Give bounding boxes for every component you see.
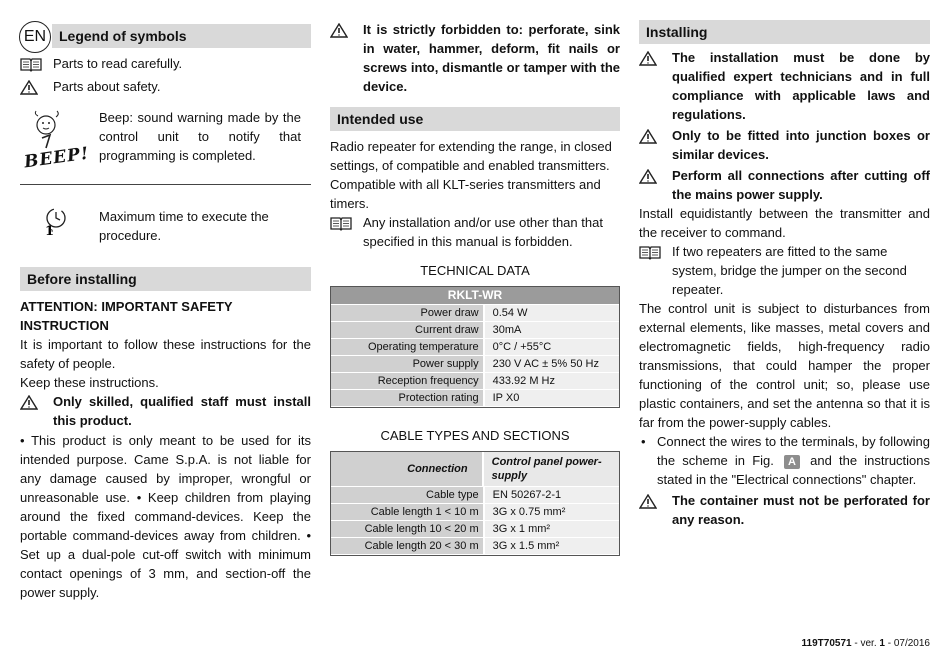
cable-row-label: Cable length 10 < 20 m <box>331 521 484 538</box>
connect-bullet-text <box>657 432 930 489</box>
cable-row <box>331 504 619 521</box>
warning-icon <box>639 166 672 184</box>
tech-row-label: Power supply <box>331 356 484 373</box>
warning-icon <box>20 392 53 410</box>
cable-row-value: 3G x 1 mm² <box>484 521 619 538</box>
cable-row-value: 3G x 0.75 mm² <box>484 504 619 521</box>
warning-icon <box>330 20 363 38</box>
column-3 <box>639 0 930 529</box>
warn3-row <box>639 166 930 204</box>
read1-row <box>639 242 930 299</box>
figure-a-badge: A <box>784 455 800 469</box>
intended-p1: Radio repeater for extending the range, in closed settings, of compatible and enabled transmitters. <box>330 139 612 173</box>
cable-types-title: CABLE TYPES AND SECTIONS <box>380 428 570 443</box>
installing-heading: Installing <box>639 20 930 44</box>
footer <box>802 638 930 649</box>
warn4-row <box>639 491 930 529</box>
warning-icon <box>639 491 672 509</box>
cable-row-value: 3G x 1.5 mm² <box>484 538 619 555</box>
legend-read-row <box>20 54 311 73</box>
warning-icon <box>20 77 53 95</box>
cable-row-label: Cable length 20 < 30 m <box>331 538 484 555</box>
warn-forbidden-row <box>330 20 620 96</box>
legend-heading: Legend of symbols <box>52 24 311 48</box>
tech-row-label: Protection rating <box>331 390 484 407</box>
install-paragraph: Install equidistantly between the transmitter and the receiver to command. <box>639 206 930 240</box>
tech-row-label: Current draw <box>331 322 484 339</box>
attention-text: ATTENTION: IMPORTANT SAFETY INSTRUCTION <box>20 299 233 333</box>
intended-p2: Compatible with all KLT-series transmitters and timers. <box>330 177 601 211</box>
beep-illustration <box>20 108 99 174</box>
before-installing-heading: Before installing <box>20 267 311 291</box>
tech-row <box>331 305 619 322</box>
book-icon <box>20 54 53 72</box>
document-code: 119T70571 <box>801 638 852 649</box>
svg-text:1: 1 <box>45 224 55 237</box>
warn-skilled-text: Only skilled, qualified staff must install this product. <box>53 394 311 428</box>
language-badge: EN <box>19 21 51 53</box>
tech-row-value: 230 V AC ± 5% 50 Hz <box>484 356 619 373</box>
beep-text: Beep: sound warning made by the control unit to notify that programming is completed. <box>99 110 301 163</box>
cable-table <box>330 451 620 556</box>
beep-row <box>20 108 311 174</box>
warn4-text: The container must not be perforated for any reason. <box>672 493 930 527</box>
technical-data-title: TECHNICAL DATA <box>420 263 530 278</box>
warn-forbidden-text: It is strictly forbidden to: perforate, sink in water, hammer, deform, fit nails or screws into, dismantle or tamper with the device. <box>363 22 620 94</box>
cable-rows <box>331 487 619 555</box>
divider <box>20 184 311 185</box>
cable-row-label: Cable length 1 < 10 m <box>331 504 484 521</box>
warn1-row <box>639 48 930 124</box>
tech-row <box>331 390 619 407</box>
technical-data-rows <box>331 305 619 407</box>
beep-label: BEEP! <box>22 143 91 173</box>
warn3-text: Perform all connections after cutting off the mains power supply. <box>672 168 930 202</box>
usage-paragraph: • This product is only meant to be used for its intended purpose. Came S.p.A. is not liable for any damage caused by improper, wrongful or unreasonable use. • Keep children from playing around the fixed command-devices. Keep the portable command-devices away from children. • Set up a dual-pole cut-off switch with minimum contact openings of 3 mm, and section-off the power supply. <box>20 433 311 600</box>
cable-row <box>331 487 619 504</box>
cable-row <box>331 538 619 555</box>
footer-sep-2: - <box>884 638 894 649</box>
cable-header-connection: Connection <box>331 452 484 486</box>
footer-sep-1: - ver. <box>851 638 880 649</box>
tech-row <box>331 322 619 339</box>
tech-row-value: 30mA <box>484 322 619 339</box>
intended-use-heading: Intended use <box>330 107 620 131</box>
time-text: Maximum time to execute the procedure. <box>99 209 269 243</box>
tech-row-label: Power draw <box>331 305 484 322</box>
safety-paragraph: It is important to follow these instructions for the safety of people. <box>20 337 311 371</box>
cable-header-power: Control panel power-supply <box>484 452 619 486</box>
time-row <box>20 205 311 245</box>
tech-row-label: Reception frequency <box>331 373 484 390</box>
tech-row <box>331 356 619 373</box>
technical-data-table <box>330 286 620 408</box>
technical-data-model: RKLT-WR <box>331 287 619 305</box>
warn2-text: Only to be fitted into junction boxes or similar devices. <box>672 128 930 162</box>
clock-icon <box>20 205 99 242</box>
tech-row-value: 0.54 W <box>484 305 619 322</box>
intended-read-row <box>330 213 620 251</box>
tech-row <box>331 339 619 356</box>
keep-instructions: Keep these instructions. <box>20 375 159 390</box>
cable-row-label: Cable type <box>331 487 484 504</box>
disturbance-paragraph: The control unit is subject to disturbances from external elements, like masses, metal covers and electromagnetic fields, high-frequency radio transmissions, that could hamper the proper functioning of the control unit; so, please use plastic containers, and set the antenna so that it is far from the power-supply cables. <box>639 301 930 430</box>
connect-bullet-row <box>639 432 930 489</box>
connect-text-b: and the instructions stated in the "Electrical connections" chapter. <box>657 453 931 487</box>
legend-safety-text: Parts about safety. <box>53 79 161 94</box>
legend-read-text: Parts to read carefully. <box>53 56 183 71</box>
cable-table-header <box>331 452 619 487</box>
tech-row-label: Operating temperature <box>331 339 484 356</box>
warning-icon <box>639 126 672 144</box>
legend-safety-row <box>20 77 311 96</box>
book-icon <box>330 213 363 231</box>
column-2 <box>330 0 620 556</box>
column-1 <box>20 0 311 602</box>
warn-skilled-row <box>20 392 311 430</box>
cable-row <box>331 521 619 538</box>
book-icon <box>639 242 672 260</box>
intended-read-text: Any installation and/or use other than that specified in this manual is forbidden. <box>363 215 603 249</box>
connect-text-a: Connect the wires to the terminals, by following the scheme in Fig. <box>657 434 930 468</box>
warning-icon <box>639 48 672 66</box>
tech-row <box>331 373 619 390</box>
tech-row-value: IP X0 <box>484 390 619 407</box>
warn1-text: The installation must be done by qualified expert technicians and in full compliance with applicable laws and regulations. <box>672 50 930 122</box>
version-number: 1 <box>879 638 885 649</box>
tech-row-value: 0°C / +55°C <box>484 339 619 356</box>
bullet-dot: • <box>641 434 646 449</box>
cable-row-value: EN 50267-2-1 <box>484 487 619 504</box>
read1-text: If two repeaters are fitted to the same system, bridge the jumper on the second repeater. <box>672 244 907 297</box>
tech-row-value: 433.92 M Hz <box>484 373 619 390</box>
document-date: 07/2016 <box>893 638 930 649</box>
warn2-row <box>639 126 930 164</box>
